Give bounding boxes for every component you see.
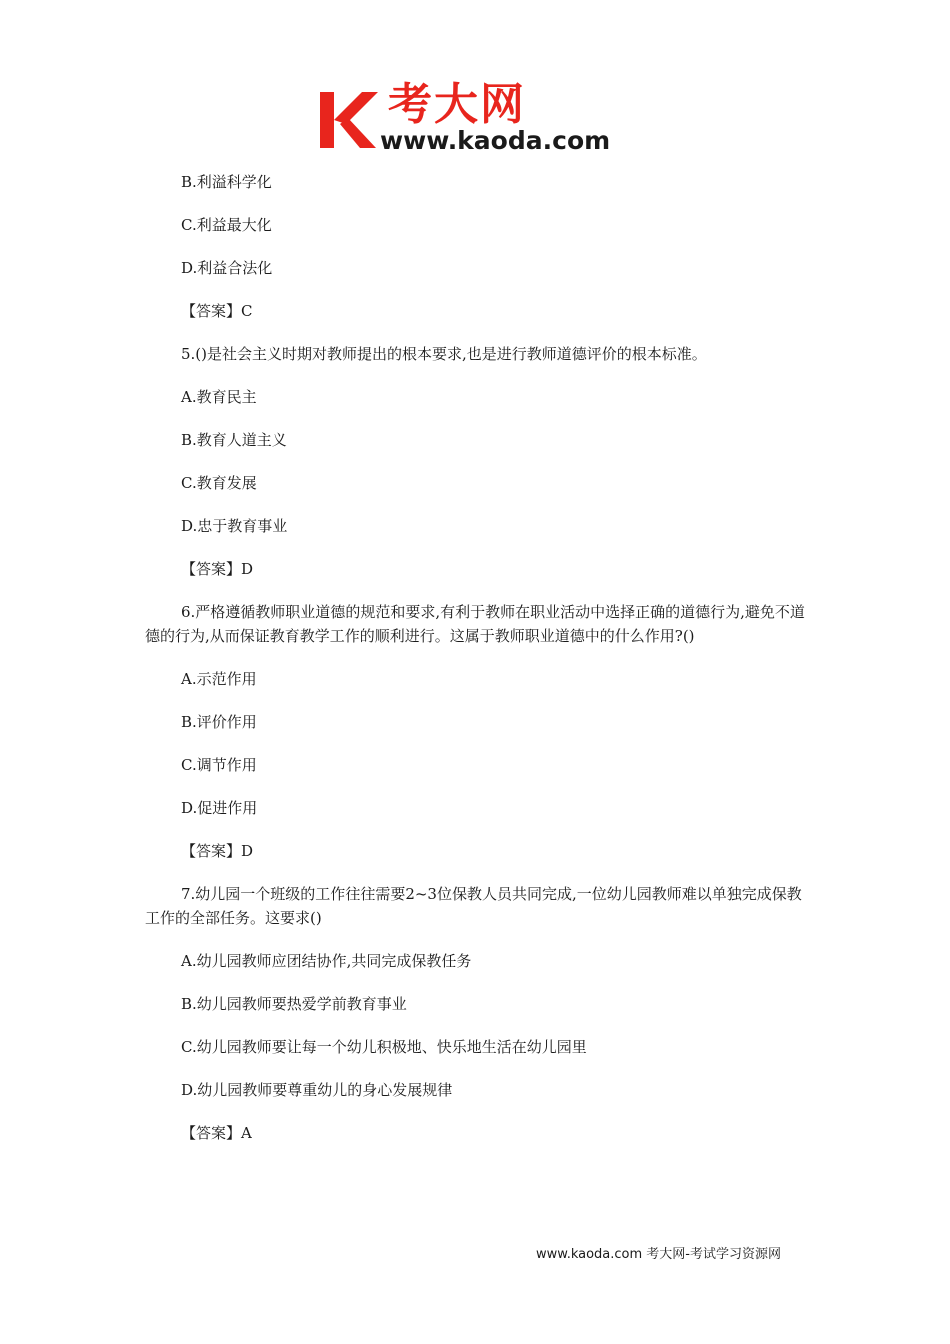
k-logo-icon xyxy=(318,86,384,152)
q6-option-b: B.评价作用 xyxy=(181,713,257,731)
q7-option-d: D.幼儿园教师要尊重幼儿的身心发展规律 xyxy=(181,1081,453,1099)
brand-url: www.kaoda.com xyxy=(380,126,611,155)
q5-option-a: A.教育民主 xyxy=(181,388,257,406)
q7-answer: 【答案】A xyxy=(181,1124,252,1142)
page-footer: www.kaoda.com 考大网-考试学习资源网 xyxy=(536,1247,781,1262)
q5-option-d: D.忠于教育事业 xyxy=(181,517,288,535)
q4-option-c: C.利益最大化 xyxy=(181,216,272,234)
document-body xyxy=(145,170,805,1164)
q6-option-c: C.调节作用 xyxy=(181,756,257,774)
q7-option-c: C.幼儿园教师要让每一个幼儿积极地、快乐地生活在幼儿园里 xyxy=(181,1038,587,1056)
q7-option-a: A.幼儿园教师应团结协作,共同完成保教任务 xyxy=(181,952,472,970)
q7-stem: 7.幼儿园一个班级的工作往往需要2~3位保教人员共同完成,一位幼儿园教师难以单独完成保教工作的全部任务。这要求() xyxy=(145,885,802,927)
q4-option-b: B.利溢科学化 xyxy=(181,173,272,191)
q6-stem: 6.严格遵循教师职业道德的规范和要求,有利于教师在职业活动中选择正确的道德行为,避免不道德的行为,从而保证教育教学工作的顺利进行。这属于教师职业道德中的什么作用?() xyxy=(145,603,805,645)
q4-option-d: D.利益合法化 xyxy=(181,259,273,277)
q5-option-c: C.教育发展 xyxy=(181,474,257,492)
q7-option-b: B.幼儿园教师要热爱学前教育事业 xyxy=(181,995,407,1013)
q6-option-a: A.示范作用 xyxy=(181,670,257,688)
q5-answer: 【答案】D xyxy=(181,560,254,578)
kaoda-logo xyxy=(318,80,638,160)
q5-option-b: B.教育人道主义 xyxy=(181,431,287,449)
brand-name-cn: 考大网 xyxy=(388,79,526,130)
q6-option-d: D.促进作用 xyxy=(181,799,258,817)
q6-answer: 【答案】D xyxy=(181,842,254,860)
q5-stem: 5.()是社会主义时期对教师提出的根本要求,也是进行教师道德评价的根本标准。 xyxy=(181,345,707,363)
q4-answer: 【答案】C xyxy=(181,302,253,320)
